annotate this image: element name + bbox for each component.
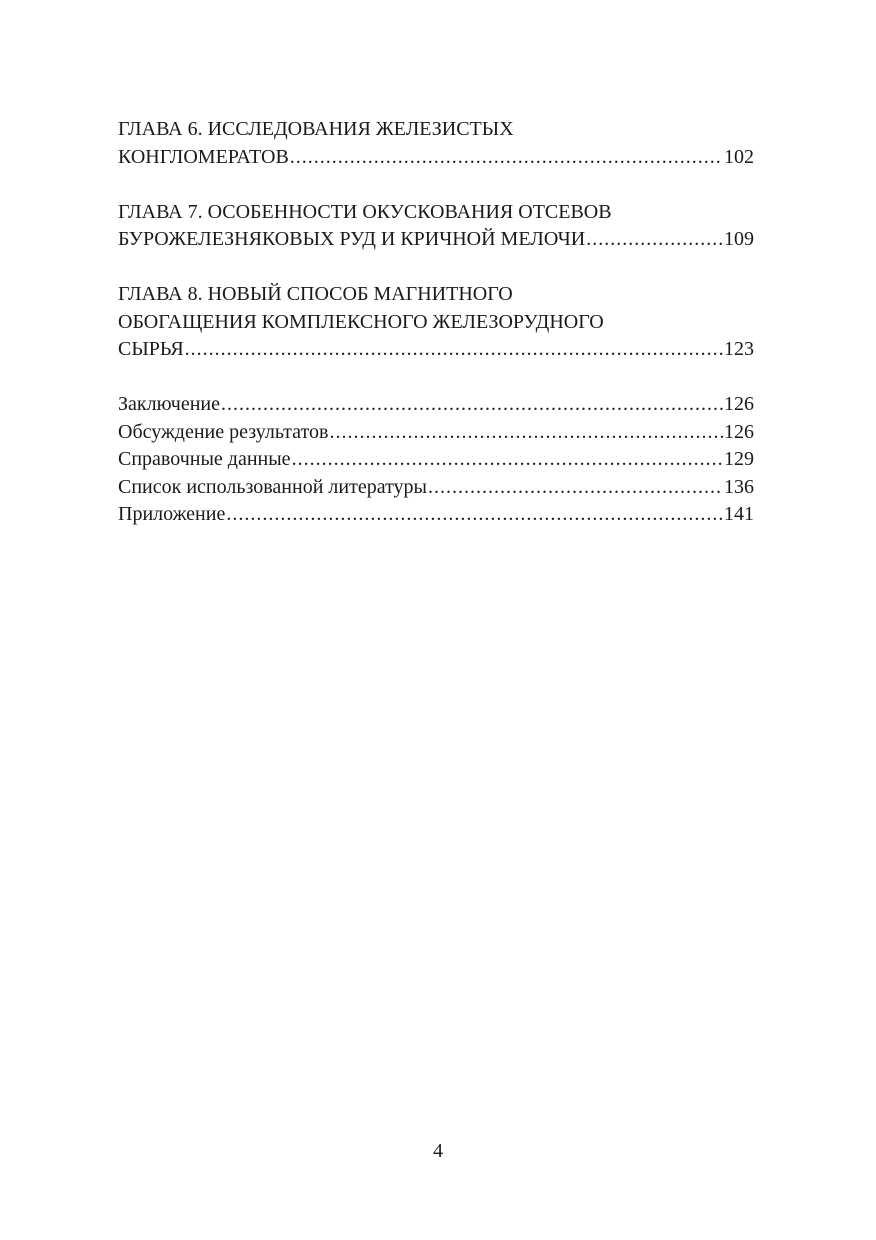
toc-entry-discussion[interactable] bbox=[118, 419, 754, 447]
chapter-title-line: СЫРЬЯ bbox=[118, 338, 184, 360]
chapter-title-line: КОНГЛОМЕРАТОВ bbox=[118, 145, 289, 168]
section-title: Список использованной литературы bbox=[118, 475, 427, 498]
section-title: Справочные данные bbox=[118, 448, 291, 470]
toc-chapter-7 bbox=[118, 199, 754, 254]
dot-leader bbox=[185, 336, 723, 364]
page-ref: 123 bbox=[724, 338, 754, 360]
toc-chapter-8 bbox=[118, 281, 754, 364]
page-ref: 102 bbox=[724, 145, 754, 168]
chapter-title-line: ГЛАВА 6. ИССЛЕДОВАНИЯ ЖЕЛЕЗИСТЫХ bbox=[118, 118, 514, 140]
toc-entry-appendix[interactable] bbox=[118, 501, 754, 529]
dot-leader bbox=[428, 474, 723, 502]
dot-leader bbox=[221, 391, 723, 419]
chapter-title-line: БУРОЖЕЛЕЗНЯКОВЫХ РУД И КРИЧНОЙ МЕЛОЧИ bbox=[118, 228, 586, 250]
toc-chapter-6 bbox=[118, 116, 754, 171]
page-ref: 129 bbox=[724, 448, 754, 470]
page-ref: 126 bbox=[724, 420, 754, 443]
chapter-title-line: ГЛАВА 8. НОВЫЙ СПОСОБ МАГНИТНОГО bbox=[118, 283, 513, 305]
dot-leader bbox=[290, 144, 723, 172]
section-title: Заключение bbox=[118, 393, 220, 415]
toc-sections bbox=[118, 391, 754, 529]
page-ref: 141 bbox=[724, 503, 754, 525]
toc-entry[interactable] bbox=[118, 336, 754, 364]
table-of-contents bbox=[118, 116, 754, 529]
dot-leader bbox=[226, 501, 723, 529]
section-title: Обсуждение результатов bbox=[118, 420, 329, 443]
page-ref: 109 bbox=[724, 228, 754, 250]
section-title: Приложение bbox=[118, 503, 226, 525]
toc-entry[interactable] bbox=[118, 226, 754, 254]
toc-entry-reference-data[interactable] bbox=[118, 446, 754, 474]
chapter-title-line: ГЛАВА 7. ОСОБЕННОСТИ ОКУСКОВАНИЯ ОТСЕВОВ bbox=[118, 200, 612, 223]
dot-leader bbox=[586, 226, 723, 254]
dot-leader bbox=[292, 446, 723, 474]
toc-entry-bibliography[interactable] bbox=[118, 474, 754, 502]
toc-entry[interactable] bbox=[118, 144, 754, 172]
page-number: 4 bbox=[433, 1140, 443, 1162]
toc-entry-conclusion[interactable] bbox=[118, 391, 754, 419]
page-ref: 126 bbox=[724, 393, 754, 415]
dot-leader bbox=[329, 419, 723, 447]
chapter-title-line: ОБОГАЩЕНИЯ КОМПЛЕКСНОГО ЖЕЛЕЗОРУДНОГО bbox=[118, 310, 604, 333]
page-ref: 136 bbox=[724, 475, 754, 498]
